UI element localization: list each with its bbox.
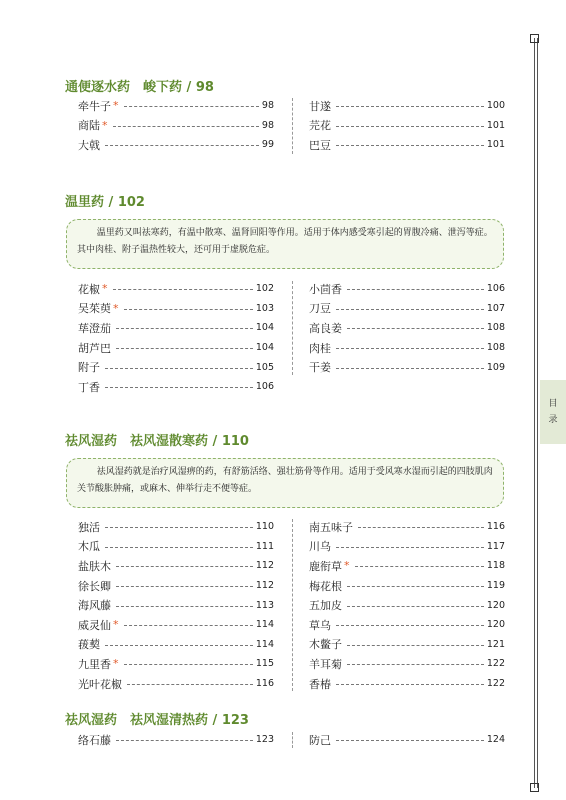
leader-dots (347, 586, 484, 587)
leader-dots (116, 348, 253, 349)
star-marker: * (344, 559, 350, 573)
toc-entry[interactable] (78, 537, 274, 557)
section-title-page: / 102 (104, 195, 145, 210)
entry-page: 101 (486, 139, 505, 151)
toc-column-right (309, 730, 505, 750)
section-description-box: 温里药又叫祛寒药，有温中散寒、温肾回阳等作用。适用于体内感受寒引起的胃腹冷痛、泄泻等症。其中肉桂、附子温热性较大，还可用于虚脱危症。 (66, 219, 504, 269)
section-title-page: / 98 (182, 80, 214, 95)
toc-entry[interactable] (78, 357, 274, 377)
frame-line-inner (534, 38, 535, 788)
toc-entry[interactable] (309, 357, 505, 377)
entry-page: 109 (486, 361, 505, 373)
entry-name: 南五味子 (309, 520, 353, 534)
leader-dots (124, 106, 259, 107)
section-title (65, 709, 249, 728)
star-marker: * (102, 282, 108, 296)
entry-name: 九里香 (78, 657, 111, 671)
entry-name: 巴豆 (309, 138, 331, 152)
entry-name: 小茴香 (309, 282, 342, 296)
entry-page: 106 (255, 381, 274, 393)
entry-name: 牵牛子 (78, 99, 111, 113)
toc-side-tab[interactable] (540, 380, 566, 444)
entry-page: 106 (486, 283, 505, 295)
leader-dots (116, 606, 253, 607)
leader-dots (355, 566, 484, 567)
toc-entry[interactable] (78, 576, 274, 596)
entry-page: 103 (255, 302, 274, 314)
toc-column-left (78, 730, 274, 750)
entry-name: 木瓜 (78, 540, 100, 554)
section-title (65, 76, 214, 95)
star-marker: * (113, 99, 119, 113)
entry-name: 梅花根 (309, 579, 342, 593)
entry-page: 107 (486, 302, 505, 314)
toc-entry[interactable] (309, 595, 505, 615)
toc-entry[interactable] (78, 299, 274, 319)
entry-page: 100 (486, 100, 505, 112)
frame-corner-bottom (530, 783, 539, 792)
leader-dots (336, 145, 484, 146)
entry-name: 海风藤 (78, 599, 111, 613)
leader-dots (336, 106, 484, 107)
leader-dots (124, 309, 253, 310)
toc-column-left (78, 517, 274, 693)
entry-page: 105 (255, 361, 274, 373)
entry-page: 108 (486, 322, 505, 334)
toc-entry[interactable] (78, 318, 274, 338)
entry-page: 102 (255, 283, 274, 295)
entry-name: 五加皮 (309, 599, 342, 613)
entry-name: 络石藤 (78, 733, 111, 747)
entry-name: 盐肤木 (78, 559, 111, 573)
leader-dots (336, 625, 484, 626)
leader-dots (124, 664, 253, 665)
star-marker: * (113, 657, 119, 671)
toc-entry[interactable] (78, 338, 274, 358)
leader-dots (336, 126, 484, 127)
entry-name: 菝葜 (78, 638, 100, 652)
entry-name: 徐长卿 (78, 579, 111, 593)
leader-dots (105, 145, 259, 146)
toc-entry[interactable] (309, 730, 505, 750)
toc-entry[interactable] (78, 556, 274, 576)
toc-entry[interactable] (309, 279, 505, 299)
entry-page: 124 (486, 734, 505, 746)
entry-page: 123 (255, 734, 274, 746)
toc-entry[interactable] (309, 116, 505, 136)
entry-name: 附子 (78, 361, 100, 375)
toc-entry[interactable] (309, 615, 505, 635)
entry-name: 草乌 (309, 618, 331, 632)
entry-page: 119 (486, 580, 505, 592)
toc-entry[interactable] (78, 135, 274, 155)
column-separator (292, 732, 293, 748)
toc-entry[interactable] (309, 318, 505, 338)
leader-dots (347, 664, 484, 665)
toc-entry[interactable] (78, 517, 274, 537)
frame-corner-top (530, 34, 539, 43)
leader-dots (105, 368, 253, 369)
toc-column-right (309, 96, 505, 155)
entry-page: 122 (486, 658, 505, 670)
section-title-text: 温里药 (65, 195, 105, 210)
leader-dots (347, 645, 484, 646)
entry-name: 鹿衔草 (309, 559, 342, 573)
leader-dots (336, 547, 484, 548)
toc-entry[interactable] (78, 595, 274, 615)
leader-dots (336, 684, 484, 685)
entry-page: 112 (255, 560, 274, 572)
entry-page: 114 (255, 638, 274, 650)
entry-name: 胡芦巴 (78, 341, 111, 355)
toc-entry[interactable] (309, 338, 505, 358)
entry-page: 120 (486, 619, 505, 631)
entry-name: 干姜 (309, 361, 331, 375)
entry-name: 防己 (309, 733, 331, 747)
entry-page: 122 (486, 678, 505, 690)
leader-dots (116, 740, 253, 741)
section-title (65, 191, 145, 210)
entry-name: 花椒 (78, 282, 100, 296)
entry-page: 116 (255, 678, 274, 690)
entry-name: 甘遂 (309, 99, 331, 113)
section-title-text: 祛风湿药 祛风湿清热药 (65, 713, 209, 728)
leader-dots (124, 625, 253, 626)
leader-dots (113, 289, 253, 290)
leader-dots (105, 527, 253, 528)
entry-page: 104 (255, 342, 274, 354)
entry-name: 高良姜 (309, 321, 342, 335)
entry-page: 113 (255, 599, 274, 611)
column-separator (292, 98, 293, 154)
entry-page: 98 (261, 100, 274, 112)
entry-name: 木鳖子 (309, 638, 342, 652)
toc-column-left (78, 279, 274, 397)
entry-page: 112 (255, 580, 274, 592)
entry-name: 光叶花椒 (78, 677, 122, 691)
toc-entry[interactable] (78, 116, 274, 136)
leader-dots (116, 566, 253, 567)
leader-dots (105, 547, 253, 548)
toc-entry[interactable] (309, 635, 505, 655)
toc-entry[interactable] (78, 654, 274, 674)
toc-entry[interactable] (309, 576, 505, 596)
entry-name: 商陆 (78, 119, 100, 133)
toc-entry[interactable] (309, 556, 505, 576)
entry-page: 111 (255, 540, 274, 552)
toc-entry[interactable] (309, 96, 505, 116)
entry-page: 104 (255, 322, 274, 334)
entry-page: 118 (486, 560, 505, 572)
toc-entry[interactable] (78, 377, 274, 397)
entry-page: 116 (486, 521, 505, 533)
toc-entry[interactable] (309, 299, 505, 319)
toc-entry[interactable] (78, 730, 274, 750)
section-title-page: / 110 (208, 434, 249, 449)
column-separator (292, 519, 293, 691)
toc-entry[interactable] (309, 674, 505, 694)
entry-page: 99 (261, 139, 274, 151)
entry-name: 吴茱萸 (78, 302, 111, 316)
leader-dots (105, 645, 253, 646)
entry-name: 丁香 (78, 380, 100, 394)
entry-page: 117 (486, 540, 505, 552)
entry-page: 115 (255, 658, 274, 670)
leader-dots (127, 684, 253, 685)
toc-entry[interactable] (78, 615, 274, 635)
leader-dots (116, 586, 253, 587)
entry-page: 120 (486, 599, 505, 611)
star-marker: * (113, 301, 119, 315)
toc-entry[interactable] (78, 279, 274, 299)
leader-dots (358, 527, 484, 528)
leader-dots (113, 126, 259, 127)
leader-dots (336, 309, 484, 310)
leader-dots (336, 740, 484, 741)
toc-entry[interactable] (309, 654, 505, 674)
entry-page: 98 (261, 119, 274, 131)
toc-entry[interactable] (309, 135, 505, 155)
leader-dots (336, 348, 484, 349)
section-title-text: 通便逐水药 峻下药 (65, 80, 183, 95)
section-title-page: / 123 (208, 713, 249, 728)
leader-dots (347, 328, 484, 329)
star-marker: * (102, 118, 108, 132)
frame-line-outer (537, 38, 538, 788)
toc-entry[interactable] (78, 674, 274, 694)
entry-name: 威灵仙 (78, 618, 111, 632)
leader-dots (105, 387, 253, 388)
leader-dots (336, 368, 484, 369)
entry-name: 川乌 (309, 540, 331, 554)
section-description-box: 祛风湿药就是治疗风湿痹的药，有舒筋活络、强壮筋骨等作用。适用于受风寒水湿而引起的四肢肌肉关节酸胀肿痛，或麻木、伸举行走不便等症。 (66, 458, 504, 508)
toc-entry[interactable] (78, 96, 274, 116)
leader-dots (347, 289, 484, 290)
entry-name: 大戟 (78, 138, 100, 152)
entry-name: 荜澄茄 (78, 321, 111, 335)
leader-dots (347, 606, 484, 607)
star-marker: * (113, 618, 119, 632)
toc-entry[interactable] (78, 635, 274, 655)
entry-name: 羊耳菊 (309, 657, 342, 671)
toc-column-right (309, 517, 505, 693)
entry-name: 肉桂 (309, 341, 331, 355)
entry-name: 芫花 (309, 119, 331, 133)
column-separator (292, 281, 293, 375)
entry-page: 114 (255, 619, 274, 631)
toc-column-left (78, 96, 274, 155)
entry-name: 独活 (78, 520, 100, 534)
entry-name: 刀豆 (309, 302, 331, 316)
entry-name: 香椿 (309, 677, 331, 691)
side-tab-char-1: 目 (548, 399, 558, 409)
entry-page: 121 (486, 638, 505, 650)
entry-page: 101 (486, 119, 505, 131)
toc-entry[interactable] (309, 537, 505, 557)
leader-dots (116, 328, 253, 329)
side-tab-char-2: 录 (548, 415, 558, 425)
toc-column-right (309, 279, 505, 377)
toc-entry[interactable] (309, 517, 505, 537)
entry-page: 108 (486, 342, 505, 354)
section-title-text: 祛风湿药 祛风湿散寒药 (65, 434, 209, 449)
entry-page: 110 (255, 521, 274, 533)
section-title (65, 430, 249, 449)
